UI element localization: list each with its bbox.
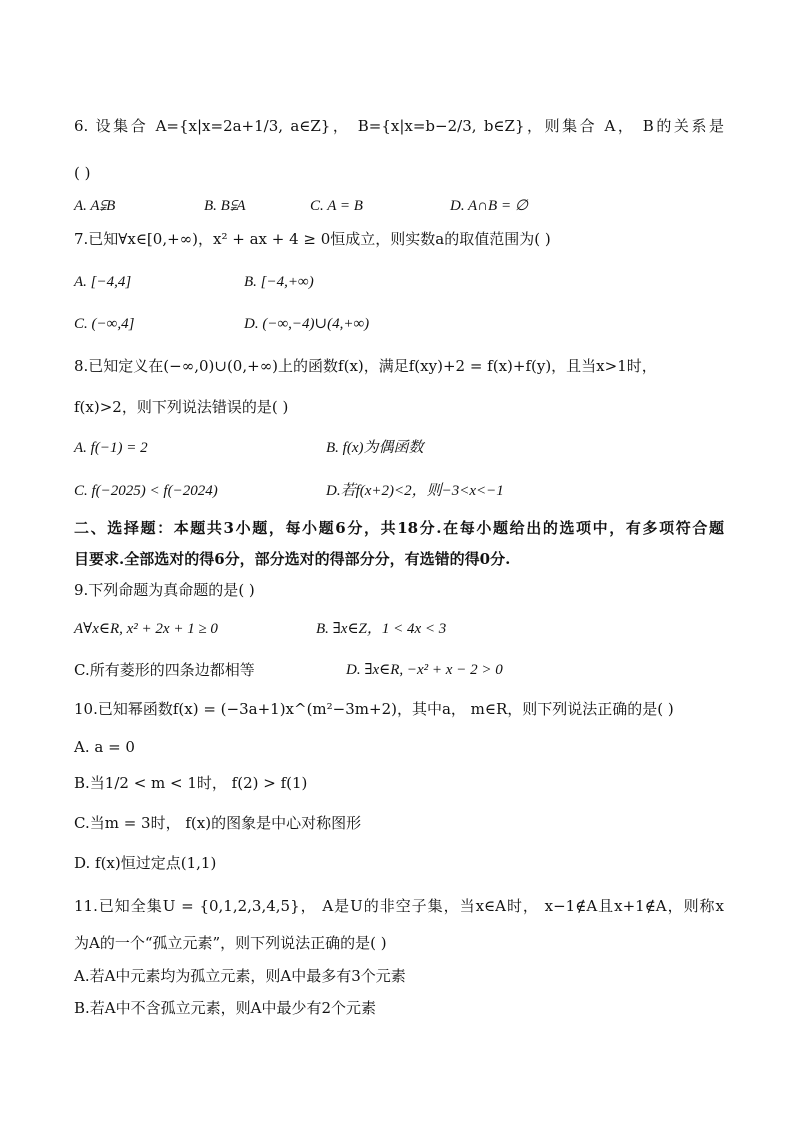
q10-option-d: D. f(x)恒过定点(1,1) (74, 854, 217, 872)
q8-option-a: A. f(−1) = 2 (74, 440, 148, 456)
q6-option-c: C. A = B (310, 198, 363, 214)
q9-option-b: B. ∃x∈Z，1 < 4x < 3 (316, 621, 447, 637)
q11-option-b: B.若A中不含孤立元素，则A中最少有2个元素 (74, 999, 377, 1017)
q6-option-d: D. A∩B = ∅ (450, 198, 528, 214)
q11-stem-line1: 11.已知全集U = {0,1,2,3,4,5}， A是U的非空子集，当x∈A时， x−1∉A且x+1∉A，则称x (74, 897, 724, 915)
q9-option-d: D. ∃x∈R, −x² + x − 2 > 0 (346, 662, 503, 678)
q7-option-c: C. (−∞,4] (74, 316, 135, 332)
q10-option-b: B.当1/2 < m < 1时， f(2) > f(1) (74, 774, 308, 792)
q10-option-a: A. a = 0 (74, 738, 135, 756)
q9-option-c: C.所有菱形的四条边都相等 (74, 661, 255, 679)
q8-option-d: D.若f(x+2)<2，则−3<x<−1 (326, 483, 504, 499)
section2-heading-line1: 二、选择题：本题共3小题，每小题6分，共18分.在每小题给出的选项中，有多项符合题 (74, 519, 724, 537)
q10-stem: 10.已知幂函数f(x) = (−3a+1)x^(m²−3m+2)，其中a， m∈R，则下列说法正确的是( ) (74, 700, 674, 718)
q9-option-a: A∀x∈R, x² + 2x + 1 ≥ 0 (74, 621, 218, 637)
q11-stem-line2: 为A的一个“孤立元素”，则下列说法正确的是( ) (74, 934, 387, 952)
q8-option-b: B. f(x)为偶函数 (326, 440, 424, 456)
section2-heading-line2: 目要求.全部选对的得6分，部分选对的得部分分，有选错的得0分. (74, 550, 511, 568)
q6-option-b: B. B⫋A (204, 198, 246, 214)
q6-stem-line1: 6. 设集合 A={x|x=2a+1/3, a∈Z}， B={x|x=b−2/3, b∈Z}，则集合 A， B的关系是 (74, 117, 724, 135)
q9-stem: 9.下列命题为真命题的是( ) (74, 581, 255, 599)
q6-stem-line2: ( ) (74, 164, 91, 182)
q11-option-a: A.若A中元素均为孤立元素，则A中最多有3个元素 (74, 967, 406, 985)
q8-stem-line2: f(x)>2，则下列说法错误的是( ) (74, 398, 289, 416)
q7-option-a: A. [−4,4] (74, 274, 132, 290)
q8-option-c: C. f(−2025) < f(−2024) (74, 483, 218, 499)
q7-option-b: B. [−4,+∞) (244, 274, 314, 290)
q6-option-a: A. A⫋B (74, 198, 116, 214)
q10-option-c: C.当m = 3时， f(x)的图象是中心对称图形 (74, 814, 362, 832)
q7-stem: 7.已知∀x∈[0,+∞)，x² + ax + 4 ≥ 0恒成立，则实数a的取值范围为( ) (74, 230, 551, 248)
q7-option-d: D. (−∞,−4)∪(4,+∞) (244, 316, 370, 332)
q8-stem-line1: 8.已知定义在(−∞,0)∪(0,+∞)上的函数f(x)，满足f(xy)+2 = f(x)+f(y)，且当x>1时， (74, 357, 657, 375)
